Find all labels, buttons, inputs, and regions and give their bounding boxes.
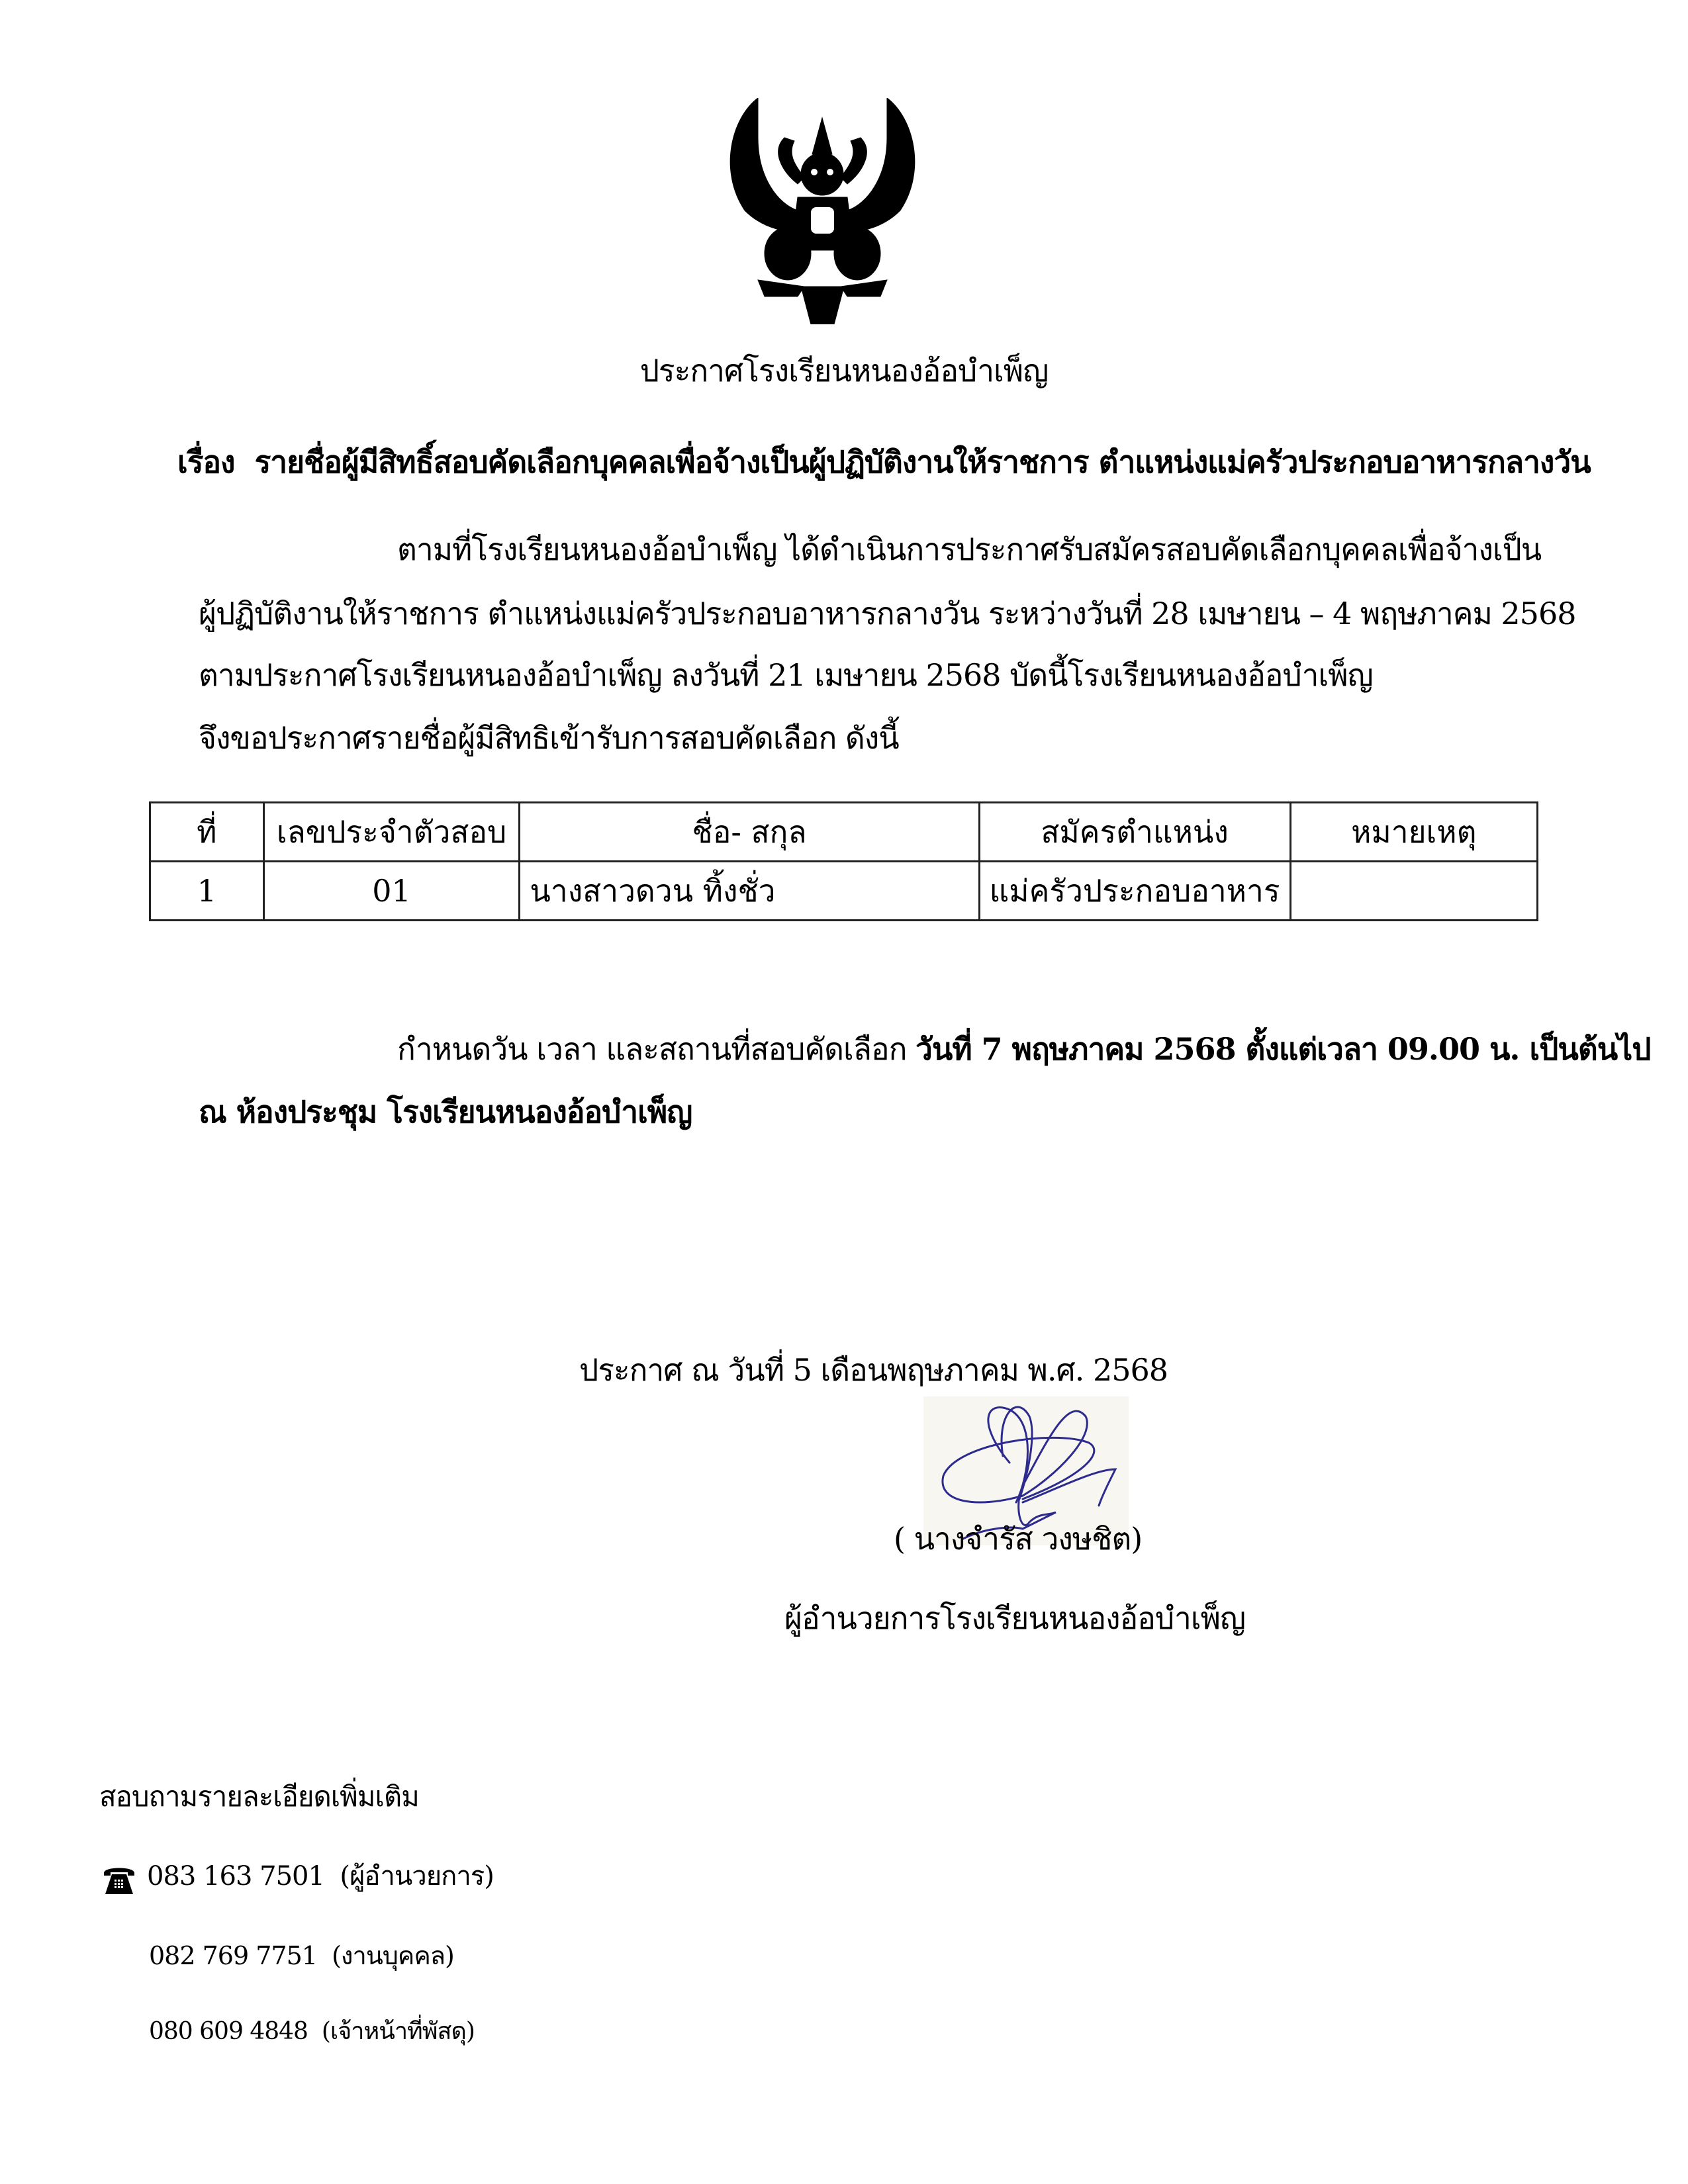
contact-phone-3 <box>149 2012 475 2052</box>
subject-line <box>177 442 1591 482</box>
body-line-2: ผู้ปฏิบัติงานให้ราชการ ตำแหน่งแม่ครัวประกอบอาหารกลางวัน ระหว่างวันที่ 28 เมษายน – 4 พฤษภาคม 2568 <box>199 596 1576 631</box>
phone-role: (เจ้าหน้าที่พัสดุ) <box>321 2018 475 2045</box>
subject-label: เรื่อง <box>177 444 235 480</box>
schedule-location: ณ ห้องประชุม โรงเรียนหนองอ้อบำเพ็ญ <box>199 1094 692 1130</box>
body-line-1: ตามที่โรงเรียนหนองอ้อบำเพ็ญ ได้ดำเนินการประกาศรับสมัครสอบคัดเลือกบุคคลเพื่อจ้างเป็น <box>397 531 1542 567</box>
candidates-table <box>149 801 1538 921</box>
table-header-row <box>150 803 1538 862</box>
phone-role: (ผู้อำนวยการ) <box>340 1861 494 1891</box>
schedule-intro: กำหนดวัน เวลา และสถานที่สอบคัดเลือก <box>397 1031 916 1067</box>
garuda-emblem-icon <box>718 98 927 324</box>
cell-name: นางสาวดวน ทิ้งชั่ว <box>520 862 979 921</box>
body-line-4: จึงขอประกาศรายชื่อผู้มีสิทธิเข้ารับการสอบคัดเลือก ดังนี้ <box>199 720 899 756</box>
schedule-line-1 <box>397 1029 1650 1069</box>
table-row <box>150 862 1538 921</box>
header-name: ชื่อ- สกุล <box>520 803 979 862</box>
phone-number: 082 769 7751 <box>149 1941 317 1970</box>
header-position: สมัครตำแหน่ง <box>979 803 1290 862</box>
phone-number: 080 609 4848 <box>149 2018 308 2045</box>
announcement-date: ประกาศ ณ วันที่ 5 เดือนพฤษภาคม พ.ศ. 2568 <box>579 1352 1168 1388</box>
header-no: ที่ <box>150 803 264 862</box>
header-remark: หมายเหตุ <box>1290 803 1537 862</box>
cell-exam-id: 01 <box>263 862 520 921</box>
body-line-3: ตามประกาศโรงเรียนหนองอ้อบำเพ็ญ ลงวันที่ 21 เมษายน 2568 บัดนี้โรงเรียนหนองอ้อบำเพ็ญ <box>199 657 1373 693</box>
contact-heading: สอบถามรายละเอียดเพิ่มเติม <box>99 1780 419 1813</box>
header-exam-id: เลขประจำตัวสอบ <box>263 803 520 862</box>
cell-remark <box>1290 862 1537 921</box>
contact-phone-1 <box>147 1856 494 1896</box>
cell-position: แม่ครัวประกอบอาหาร <box>979 862 1290 921</box>
announcement-header: ประกาศโรงเรียนหนองอ้อบำเพ็ญ <box>639 353 1049 388</box>
signatory-name: ( นางจำรัส วงษชิต) <box>894 1521 1143 1557</box>
subject-text: รายชื่อผู้มีสิทธิ์สอบคัดเลือกบุคคลเพื่อจ้างเป็นผู้ปฏิบัติงานให้ราชการ ตำแหน่งแม่ครัวประกอบอาหารกลางวัน <box>254 444 1591 480</box>
telephone-icon <box>103 1865 136 1895</box>
phone-role: (งานบุคคล) <box>332 1941 454 1970</box>
cell-no: 1 <box>150 862 264 921</box>
contact-phone-2 <box>149 1936 454 1976</box>
signatory-title: ผู้อำนวยการโรงเรียนหนองอ้อบำเพ็ญ <box>784 1600 1246 1636</box>
phone-number: 083 163 7501 <box>147 1861 324 1891</box>
schedule-datetime: วันที่ 7 พฤษภาคม 2568 ตั้งแต่เวลา 09.00 น. เป็นต้นไป <box>915 1031 1651 1067</box>
